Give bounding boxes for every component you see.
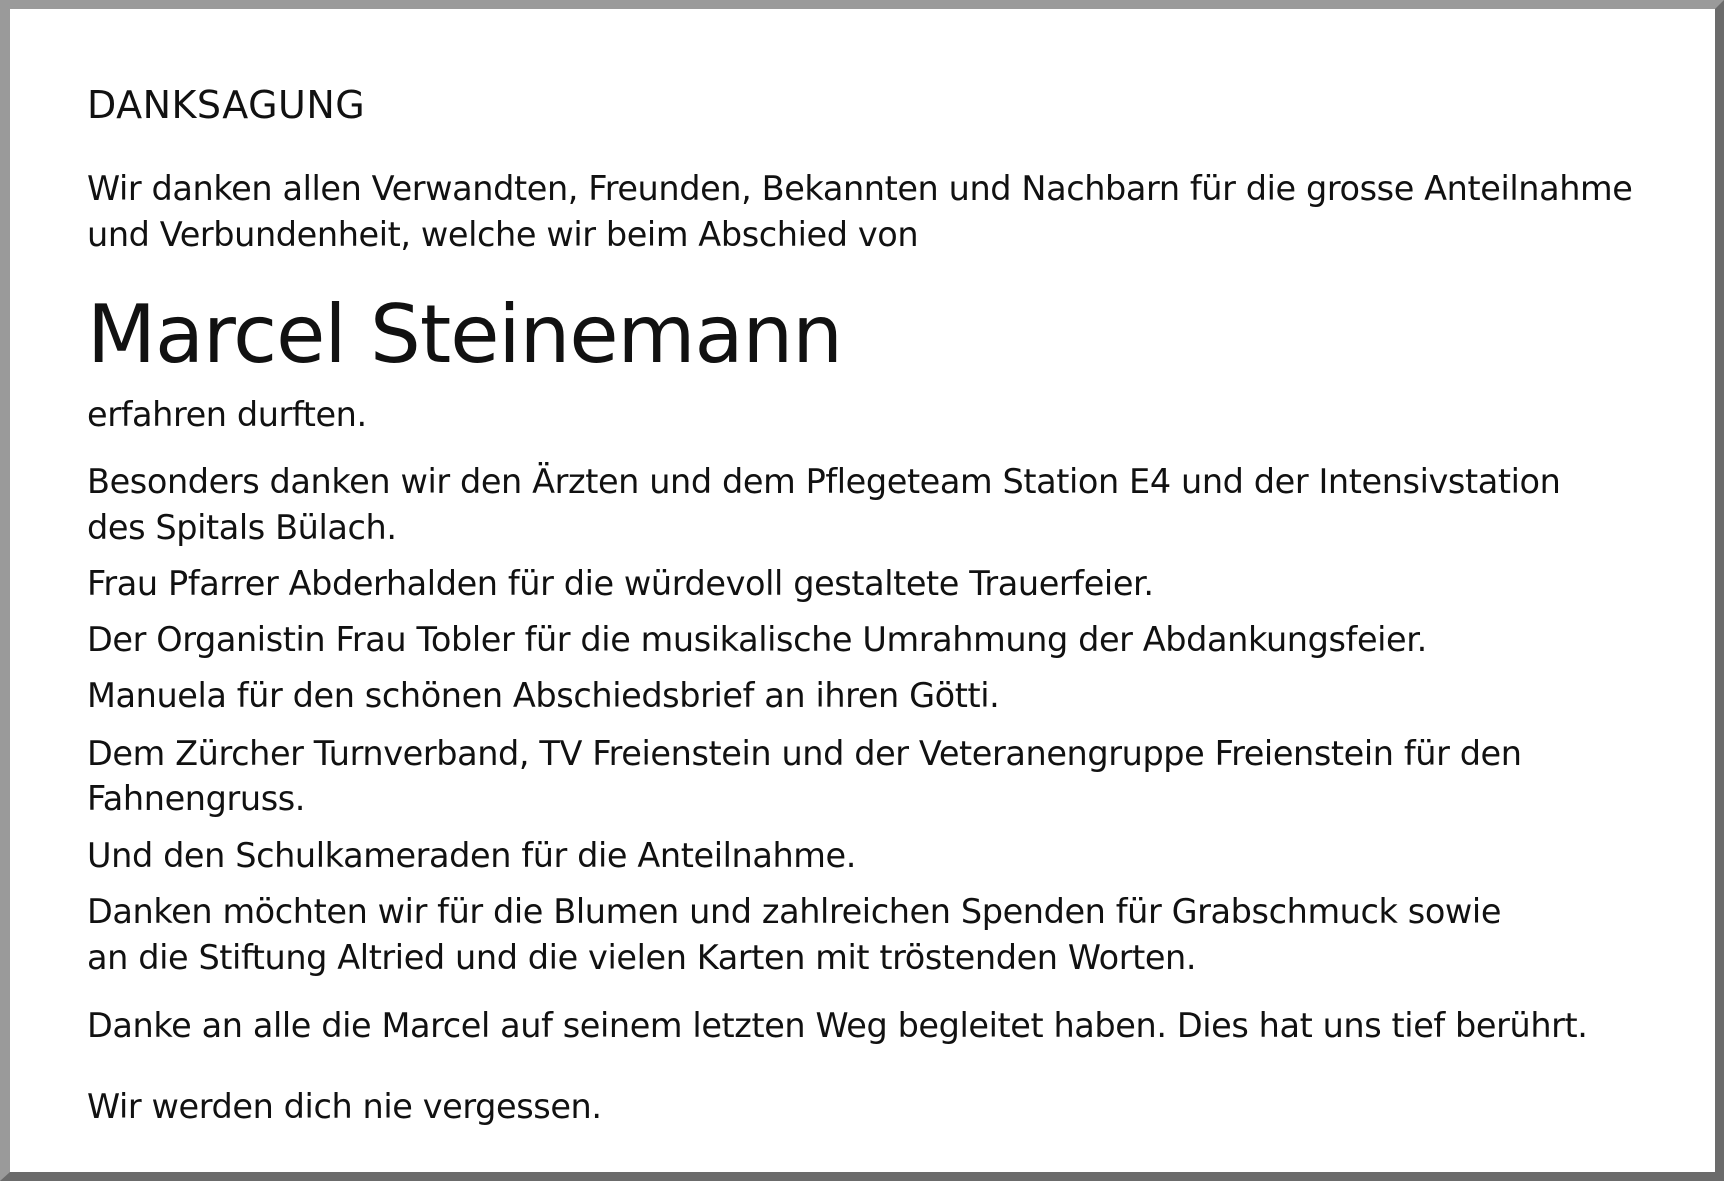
after-name-text: erfahren durften.: [87, 395, 367, 434]
thanks-line-10: an die Stiftung Altried und die vielen Karten mit tröstenden Worten.: [87, 938, 1197, 977]
intro-line-2: und Verbundenheit, welche wir beim Abschied von: [87, 215, 919, 254]
deceased-name: Marcel Steinemann: [87, 288, 842, 381]
thanks-line-9: Danken möchten wir für die Blumen und zahlreichen Spenden für Grabschmuck sowie: [87, 892, 1502, 931]
thanks-line-2: des Spitals Bülach.: [87, 508, 397, 547]
thanks-line-4: Der Organistin Frau Tobler für die musikalische Umrahmung der Abdankungsfeier.: [87, 620, 1427, 659]
thanks-line-7: Fahnengruss.: [87, 779, 306, 818]
thanks-line-3: Frau Pfarrer Abderhalden für die würdevoll gestaltete Trauerfeier.: [87, 564, 1154, 603]
thanks-line-8: Und den Schulkameraden für die Anteilnahme.: [87, 836, 856, 875]
notice-heading: DANKSAGUNG: [87, 83, 366, 127]
thanks-line-6: Dem Zürcher Turnverband, TV Freienstein und der Veteranengruppe Freienstein für den: [87, 734, 1522, 773]
thanks-line-1: Besonders danken wir den Ärzten und dem Pflegeteam Station E4 und der Intensivstation: [87, 462, 1561, 501]
intro-line-1: Wir danken allen Verwandten, Freunden, Bekannten und Nachbarn für die grosse Anteilnahme: [87, 169, 1633, 208]
closing-line-1: Danke an alle die Marcel auf seinem letzten Weg begleitet haben. Dies hat uns tief berührt.: [87, 1006, 1588, 1045]
closing-line-2: Wir werden dich nie vergessen.: [87, 1087, 602, 1126]
thanks-line-5: Manuela für den schönen Abschiedsbrief an ihren Götti.: [87, 676, 1000, 715]
